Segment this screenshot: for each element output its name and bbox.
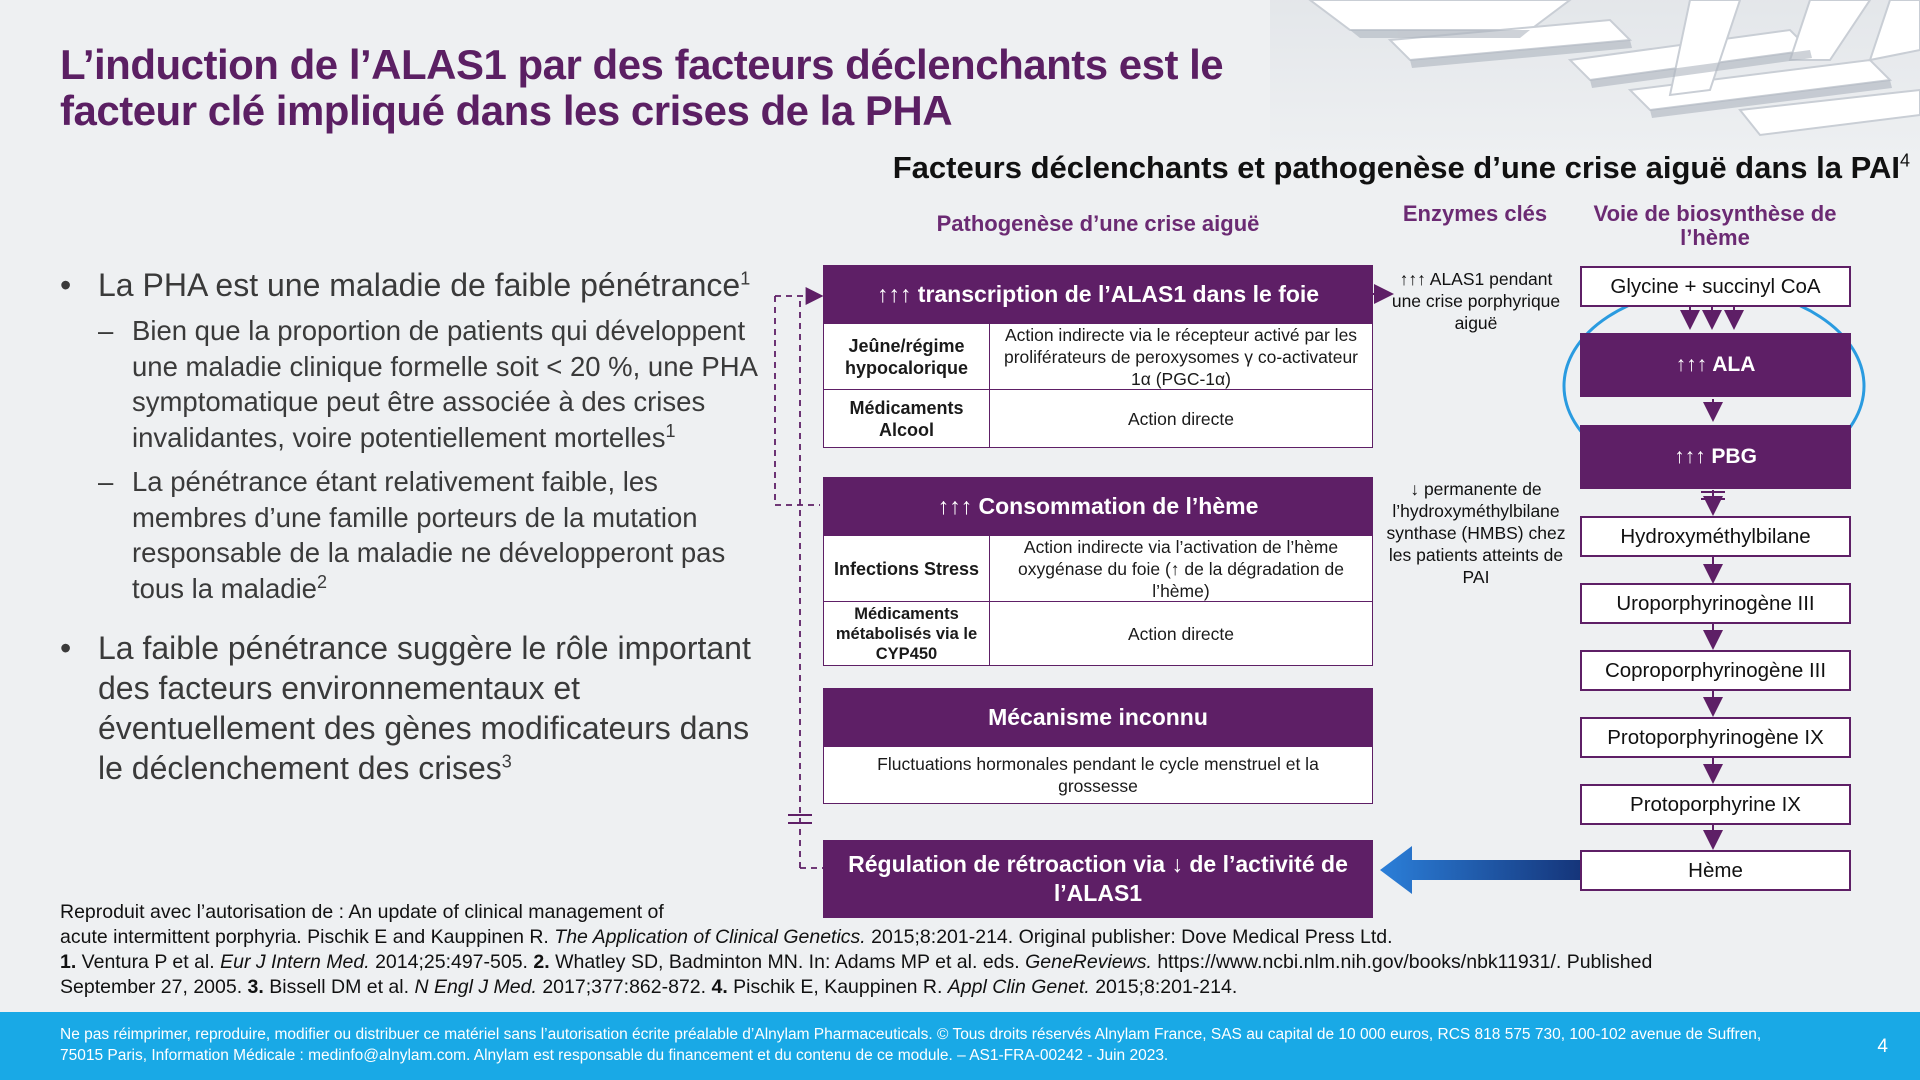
trigger-desc: Action directe <box>1127 408 1235 429</box>
reference-line: September 27, 2005. 3. Bissell DM et al. N Engl J Med. 2017;377:862-872. 4. Pischik E, Kauppinen R. Appl Clin Genet. 2015;8:201-214. <box>60 976 1238 998</box>
bullet-item: • La faible pénétrance suggère le rôle important des facteurs environnementaux et éventuellement des gènes modificateurs dans le déclenchement des crises$^3$ <box>60 630 751 786</box>
page-number: 4 <box>1877 1036 1888 1057</box>
reference-line: Reproduit avec l’autorisation de : An update of clinical management of <box>60 901 664 923</box>
sub-bullet-item: – Bien que la proportion de patients qui développent une maladie clinique formelle soit < 20 %, une PHA symptomatique peut être associée à des crises invalidantes, voire potentiellement mortelles$^1$ <box>98 315 757 453</box>
bullet-item: • La PHA est une maladie de faible pénétrance$^1$ <box>60 267 751 303</box>
pathway-step: Uroporphyrinogène III <box>1580 583 1851 624</box>
alas1-header: ↑↑↑ transcription de l’ALAS1 dans le foie <box>823 265 1373 323</box>
pathway-step: Coproporphyrinogène III <box>1580 650 1851 691</box>
pathway-step: Protoporphyrine IX <box>1580 784 1851 825</box>
heme-table <box>823 535 1373 666</box>
heme-header: ↑↑↑ Consommation de l’hème <box>823 477 1373 535</box>
table-row <box>824 536 1372 601</box>
unknown-table <box>823 746 1373 804</box>
feedback-box: Régulation de rétroaction via ↓ de l’activité de l’ALAS1 <box>823 840 1373 918</box>
trigger-label: Médicaments métabolisés via le CYP450 <box>824 602 990 665</box>
reference-line: acute intermittent porphyria. Pischik E and Kauppinen R. The Application of Clinical Genetics. 2015;8:201-214. Original publisher: Dove Medical Press Ltd. <box>60 926 1393 948</box>
trigger-desc: Action indirecte via le récepteur activé par les proliférateurs de peroxysomes γ co-activateur 1α (PGC-1α) <box>1003 324 1359 389</box>
trigger-desc: Action directe <box>1127 623 1235 644</box>
pathway-step-heme: Hème <box>1580 850 1851 891</box>
column-header-pathway: Voie de biosynthèse de l’hème <box>1593 201 1837 250</box>
footer-bar <box>0 1012 1920 1080</box>
enzyme-hmbs: ↓ permanente de l’hydroxyméthylbilane synthase (HMBS) chez les patients atteints de PAI <box>1386 479 1566 587</box>
page-title: L’induction de l’ALAS1 par des facteurs déclenchants est le facteur clé impliqué dans les crises de la PHA <box>60 41 1224 134</box>
footer-legal-text: Ne pas réimprimer, reproduire, modifier ou distribuer ce matériel sans l’autorisation écrite préalable d’Alnylam Pharmaceuticals. © Tous droits réservés Alnylam France, SAS au capital de 10 000 euros, RCS 818 575 730, 100-102 avenue de Suffren, 75015 Paris, Information Médicale : medinfo@alnylam.com. Alnylam est responsable du financement et du contenu de ce module. – AS1-FRA-00242 - Juin 2023. <box>60 1026 1762 1064</box>
trigger-desc: Fluctuations hormonales pendant le cycle menstruel et la grossesse <box>877 754 1319 796</box>
table-row <box>824 747 1372 803</box>
pathway-step: Hydroxyméthylbilane <box>1580 516 1851 557</box>
enzyme-alas1: ↑↑↑ ALAS1 pendant une crise porphyrique aiguë <box>1391 269 1561 333</box>
pathway-step: Protoporphyrinogène IX <box>1580 717 1851 758</box>
table-row <box>824 389 1372 447</box>
pathway-step-glycine: Glycine + succinyl CoA <box>1580 266 1851 307</box>
table-row <box>824 601 1372 665</box>
trigger-label: Médicaments Alcool <box>824 390 990 447</box>
column-header-enzymes: Enzymes clés <box>1402 201 1548 226</box>
trigger-label: Jeûne/régime hypocalorique <box>824 324 990 389</box>
trigger-label: Infections Stress <box>824 536 990 601</box>
unknown-header: Mécanisme inconnu <box>823 688 1373 746</box>
trigger-desc: Action indirecte via l’activation de l’hème oxygénase du foie (↑ de la dégradation de l’hème) <box>1018 536 1344 601</box>
diagram-title: Facteurs déclenchants et pathogenèse d’une crise aiguë dans la PAI$^4$ <box>892 150 1910 185</box>
reference-line: 1. Ventura P et al. Eur J Intern Med. 2014;25:497-505. 2. Whatley SD, Badminton MN. In: Adams MP et al. eds. GeneReviews. https://www.ncbi.nlm.nih.gov/books/nbk11931/. Published <box>60 951 1653 973</box>
pathway-step-pbg: ↑↑↑ PBG <box>1580 425 1851 489</box>
alas1-table <box>823 323 1373 448</box>
pathway-step-ala: ↑↑↑ ALA <box>1580 333 1851 397</box>
column-header-pathogenesis: Pathogenèse d’une crise aiguë <box>936 211 1260 236</box>
sub-bullet-item: – La pénétrance étant relativement faible, les membres d’une famille porteurs de la mutation responsable de la maladie ne développeront pas tous la maladie$^2$ <box>98 466 726 604</box>
feedback-arrow <box>1380 846 1580 894</box>
references <box>60 900 1860 1000</box>
table-row <box>824 324 1372 389</box>
